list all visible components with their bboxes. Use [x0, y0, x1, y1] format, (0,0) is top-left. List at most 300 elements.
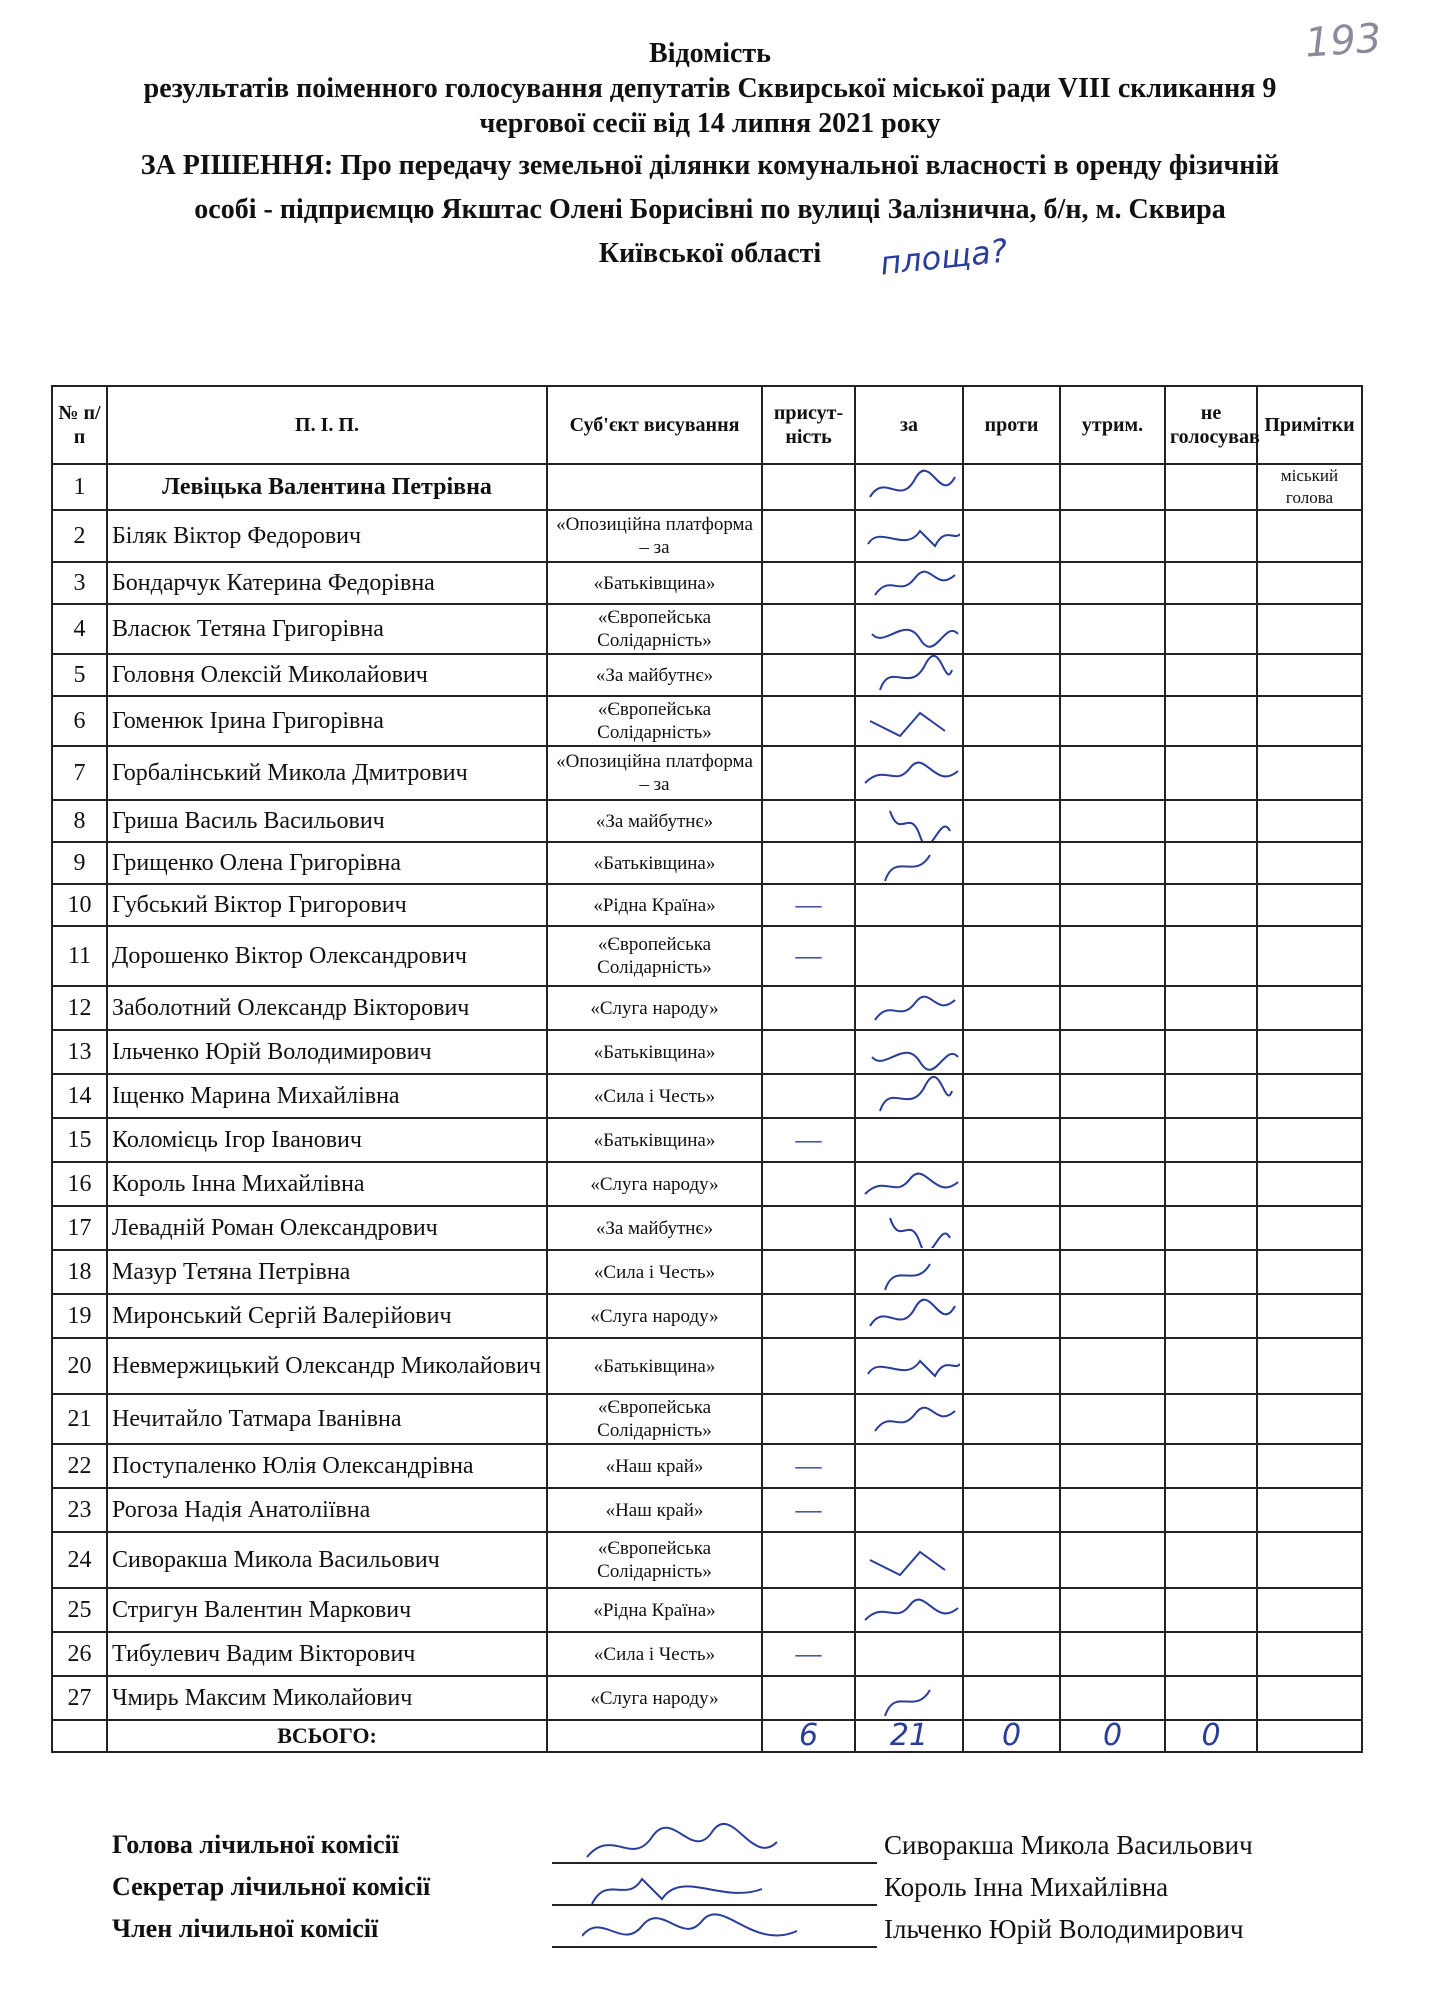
vote-for-cell [855, 1588, 963, 1632]
vote-for-cell [855, 1632, 963, 1676]
party-cell: «Опозиційна платформа – за [547, 746, 762, 800]
vote-against-cell [963, 1118, 1060, 1162]
vote-against-cell [963, 1676, 1060, 1720]
signature-image [582, 1906, 802, 1961]
note-cell [1257, 1030, 1362, 1074]
table-row [52, 1588, 1362, 1632]
vote-for-cell [855, 1676, 963, 1720]
table-row [52, 604, 1362, 654]
deputy-name: Заболотний Олександр Вікторович [107, 986, 547, 1030]
party-cell: «Європейська Солідарність» [547, 1532, 762, 1588]
vote-for-cell [855, 1074, 963, 1118]
table-row [52, 464, 1362, 510]
signature-image [860, 1346, 960, 1386]
vote-not-voted-cell [1165, 1588, 1257, 1632]
deputy-name: Головня Олексій Миколайович [107, 654, 547, 696]
party-cell: «Наш край» [547, 1488, 762, 1532]
note-cell [1257, 1074, 1362, 1118]
note-cell [1257, 1488, 1362, 1532]
vote-against-cell [963, 986, 1060, 1030]
signature-image [860, 1164, 960, 1204]
vote-for-cell [855, 1532, 963, 1588]
vote-against-cell [963, 1074, 1060, 1118]
totals-row [52, 1720, 1362, 1752]
present-cell: — [762, 1118, 855, 1162]
party-cell [547, 464, 762, 510]
table-row [52, 1676, 1362, 1720]
totals-num-cell [52, 1720, 107, 1752]
signature-image [860, 701, 960, 741]
vote-for-cell [855, 1294, 963, 1338]
present-cell [762, 1532, 855, 1588]
vote-against-cell [963, 464, 1060, 510]
present-cell: — [762, 884, 855, 926]
vote-not-voted-cell [1165, 1676, 1257, 1720]
totals-notes-cell [1257, 1720, 1362, 1752]
col-header-notes: Примітки [1257, 386, 1362, 464]
present-cell: — [762, 1488, 855, 1532]
present-cell [762, 1394, 855, 1444]
note-cell [1257, 1118, 1362, 1162]
vote-not-voted-cell [1165, 1394, 1257, 1444]
present-cell [762, 1030, 855, 1074]
vote-not-voted-cell [1165, 1632, 1257, 1676]
vote-not-voted-cell [1165, 884, 1257, 926]
vote-abstain-cell [1060, 884, 1165, 926]
table-row [52, 1074, 1362, 1118]
note-cell [1257, 510, 1362, 562]
vote-abstain-cell [1060, 464, 1165, 510]
handwritten-note: площа? [878, 231, 1010, 283]
vote-not-voted-cell [1165, 654, 1257, 696]
signature-image [860, 801, 960, 841]
vote-against-cell [963, 1632, 1060, 1676]
note-cell [1257, 1444, 1362, 1488]
vote-for-cell [855, 510, 963, 562]
vote-abstain-cell [1060, 1588, 1165, 1632]
present-cell [762, 562, 855, 604]
party-cell: «Європейська Солідарність» [547, 696, 762, 746]
vote-against-cell [963, 746, 1060, 800]
document-subtitle-line2: чергової сесії від 14 липня 2021 року [479, 108, 941, 139]
vote-abstain-cell [1060, 1488, 1165, 1532]
row-number: 7 [52, 746, 107, 800]
party-cell: «Слуга народу» [547, 1294, 762, 1338]
party-cell: «За майбутнє» [547, 654, 762, 696]
table-row [52, 1206, 1362, 1250]
note-cell: міський голова [1257, 464, 1362, 510]
vote-abstain-cell [1060, 1030, 1165, 1074]
vote-abstain-cell [1060, 1338, 1165, 1394]
note-cell [1257, 696, 1362, 746]
vote-against-cell [963, 1250, 1060, 1294]
table-row [52, 926, 1362, 986]
deputy-name: Бондарчук Катерина Федорівна [107, 562, 547, 604]
table-row [52, 1394, 1362, 1444]
row-number: 16 [52, 1162, 107, 1206]
vote-for-cell [855, 926, 963, 986]
table-row [52, 986, 1362, 1030]
party-cell: «Батьківщина» [547, 1030, 762, 1074]
vote-for-cell [855, 1488, 963, 1532]
vote-not-voted-cell [1165, 1444, 1257, 1488]
table-row [52, 510, 1362, 562]
vote-for-cell [855, 604, 963, 654]
row-number: 12 [52, 986, 107, 1030]
deputy-name: Невмержицький Олександр Миколайович [107, 1338, 547, 1394]
vote-abstain-cell [1060, 1250, 1165, 1294]
deputy-name: Чмирь Максим Миколайович [107, 1676, 547, 1720]
table-row [52, 1532, 1362, 1588]
vote-against-cell [963, 1488, 1060, 1532]
present-cell [762, 510, 855, 562]
vote-abstain-cell [1060, 510, 1165, 562]
vote-against-cell [963, 884, 1060, 926]
vote-against-cell [963, 562, 1060, 604]
vote-abstain-cell [1060, 1632, 1165, 1676]
row-number: 18 [52, 1250, 107, 1294]
deputy-name: Тибулевич Вадим Вікторович [107, 1632, 547, 1676]
note-cell [1257, 654, 1362, 696]
party-cell: «Європейська Солідарність» [547, 1394, 762, 1444]
vote-against-cell [963, 604, 1060, 654]
vote-against-cell [963, 1444, 1060, 1488]
note-cell [1257, 1250, 1362, 1294]
row-number: 9 [52, 842, 107, 884]
deputy-name: Миронський Сергій Валерійович [107, 1294, 547, 1338]
row-number: 17 [52, 1206, 107, 1250]
vote-for-cell [855, 746, 963, 800]
vote-abstain-cell [1060, 842, 1165, 884]
note-cell [1257, 926, 1362, 986]
present-cell [762, 746, 855, 800]
signature-image [860, 1540, 960, 1580]
note-cell [1257, 800, 1362, 842]
present-cell [762, 842, 855, 884]
vote-for-cell [855, 1444, 963, 1488]
row-number: 6 [52, 696, 107, 746]
vote-abstain-cell [1060, 746, 1165, 800]
deputy-name: Грищенко Олена Григорівна [107, 842, 547, 884]
decision-line1: ЗА РІШЕННЯ: Про передачу земельної ділянки комунальної власності в оренду фізичній [140, 150, 1280, 181]
vote-abstain-cell [1060, 696, 1165, 746]
row-number: 10 [52, 884, 107, 926]
signature-image [860, 655, 960, 695]
counting-commission [112, 1830, 1362, 1956]
deputy-name: Поступаленко Юлія Олександрівна [107, 1444, 547, 1488]
total-against: 0 [963, 1720, 1060, 1752]
row-number: 13 [52, 1030, 107, 1074]
table-row [52, 884, 1362, 926]
party-cell: «Опозиційна платформа – за [547, 510, 762, 562]
vote-abstain-cell [1060, 1162, 1165, 1206]
signature-image [860, 609, 960, 649]
commission-role: Член лічильної комісії [112, 1914, 379, 1943]
vote-against-cell [963, 926, 1060, 986]
table-row [52, 746, 1362, 800]
vote-for-cell [855, 1394, 963, 1444]
vote-for-cell [855, 562, 963, 604]
present-cell [762, 1676, 855, 1720]
deputy-name: Біляк Віктор Федорович [107, 510, 547, 562]
row-number: 5 [52, 654, 107, 696]
vote-abstain-cell [1060, 1074, 1165, 1118]
vote-against-cell [963, 842, 1060, 884]
party-cell: «Рідна Країна» [547, 884, 762, 926]
vote-not-voted-cell [1165, 842, 1257, 884]
note-cell [1257, 842, 1362, 884]
decision-line2: особі - підприємцю Якштас Олені Борисівні по вулиці Залізнична, б/н, м. Сквира [194, 194, 1226, 225]
vote-abstain-cell [1060, 1676, 1165, 1720]
table-row [52, 1294, 1362, 1338]
vote-against-cell [963, 1030, 1060, 1074]
signature-image [860, 1399, 960, 1439]
party-cell: «Сила і Честь» [547, 1074, 762, 1118]
signature-image [860, 753, 960, 793]
totals-label: ВСЬОГО: [107, 1720, 547, 1752]
row-number: 26 [52, 1632, 107, 1676]
deputy-name: Горбалінський Микола Дмитрович [107, 746, 547, 800]
vote-not-voted-cell [1165, 926, 1257, 986]
note-cell [1257, 1532, 1362, 1588]
deputy-name: Ільченко Юрій Володимирович [107, 1030, 547, 1074]
signature-image [860, 516, 960, 556]
signature-image [860, 1590, 960, 1630]
party-cell: «Батьківщина» [547, 842, 762, 884]
table-row [52, 654, 1362, 696]
voting-table [51, 385, 1363, 1753]
vote-not-voted-cell [1165, 800, 1257, 842]
present-cell [762, 1588, 855, 1632]
party-cell: «За майбутнє» [547, 1206, 762, 1250]
vote-abstain-cell [1060, 1532, 1165, 1588]
row-number: 21 [52, 1394, 107, 1444]
vote-not-voted-cell [1165, 604, 1257, 654]
party-cell: «Європейська Солідарність» [547, 926, 762, 986]
signature-image [860, 1678, 960, 1718]
vote-against-cell [963, 1394, 1060, 1444]
signature-image [860, 1252, 960, 1292]
total-abstain: 0 [1060, 1720, 1165, 1752]
commission-member-name: Ільченко Юрій Володимирович [884, 1914, 1244, 1944]
signature-image [860, 1032, 960, 1072]
table-row [52, 1338, 1362, 1394]
commission-member-name: Сиворакша Микола Васильович [884, 1830, 1253, 1860]
row-number: 22 [52, 1444, 107, 1488]
vote-abstain-cell [1060, 1444, 1165, 1488]
party-cell: «Батьківщина» [547, 562, 762, 604]
col-header-against: проти [963, 386, 1060, 464]
note-cell [1257, 986, 1362, 1030]
vote-abstain-cell [1060, 800, 1165, 842]
note-cell [1257, 1632, 1362, 1676]
vote-against-cell [963, 1588, 1060, 1632]
totals-party-cell [547, 1720, 762, 1752]
note-cell [1257, 562, 1362, 604]
commission-row [112, 1914, 1362, 1956]
document-title: Відомість [649, 38, 771, 69]
note-cell [1257, 1588, 1362, 1632]
party-cell: «Слуга народу» [547, 1162, 762, 1206]
present-cell [762, 696, 855, 746]
vote-not-voted-cell [1165, 1162, 1257, 1206]
signature-image [860, 1076, 960, 1116]
row-number: 3 [52, 562, 107, 604]
vote-not-voted-cell [1165, 986, 1257, 1030]
deputy-name: Нечитайло Татмара Іванівна [107, 1394, 547, 1444]
vote-against-cell [963, 1294, 1060, 1338]
vote-abstain-cell [1060, 1206, 1165, 1250]
deputy-name: Рогоза Надія Анатоліївна [107, 1488, 547, 1532]
note-cell [1257, 604, 1362, 654]
table-row [52, 1488, 1362, 1532]
table-row [52, 1162, 1362, 1206]
deputy-name: Губський Віктор Григорович [107, 884, 547, 926]
table-row [52, 1444, 1362, 1488]
row-number: 27 [52, 1676, 107, 1720]
row-number: 25 [52, 1588, 107, 1632]
vote-not-voted-cell [1165, 1206, 1257, 1250]
signature-image [860, 467, 960, 507]
note-cell [1257, 1162, 1362, 1206]
vote-against-cell [963, 1162, 1060, 1206]
decision-line3: Київської області [598, 238, 822, 269]
table-row [52, 1632, 1362, 1676]
party-cell: «Рідна Країна» [547, 1588, 762, 1632]
table-row [52, 696, 1362, 746]
deputy-name: Сиворакша Микола Васильович [107, 1532, 547, 1588]
party-cell: «Батьківщина» [547, 1338, 762, 1394]
vote-against-cell [963, 510, 1060, 562]
table-row [52, 842, 1362, 884]
total-not-voted: 0 [1165, 1720, 1257, 1752]
deputy-name: Мазур Тетяна Петрівна [107, 1250, 547, 1294]
document-header [30, 36, 1390, 273]
present-cell [762, 464, 855, 510]
vote-not-voted-cell [1165, 1118, 1257, 1162]
present-cell: — [762, 926, 855, 986]
vote-abstain-cell [1060, 654, 1165, 696]
party-cell: «Сила і Честь» [547, 1250, 762, 1294]
table-row [52, 800, 1362, 842]
total-for: 21 [855, 1720, 963, 1752]
party-cell: «Батьківщина» [547, 1118, 762, 1162]
deputy-name: Гриша Василь Васильович [107, 800, 547, 842]
party-cell: «Сила і Честь» [547, 1632, 762, 1676]
note-cell [1257, 746, 1362, 800]
vote-not-voted-cell [1165, 1532, 1257, 1588]
present-cell [762, 1294, 855, 1338]
vote-for-cell [855, 696, 963, 746]
row-number: 4 [52, 604, 107, 654]
present-cell [762, 986, 855, 1030]
row-number: 8 [52, 800, 107, 842]
deputy-name: Дорошенко Віктор Олександрович [107, 926, 547, 986]
vote-for-cell [855, 842, 963, 884]
vote-for-cell [855, 986, 963, 1030]
note-cell [1257, 1206, 1362, 1250]
signature-image [860, 563, 960, 603]
note-cell [1257, 1294, 1362, 1338]
total-present: 6 [762, 1720, 855, 1752]
col-header-abstain: утрим. [1060, 386, 1165, 464]
vote-for-cell [855, 1118, 963, 1162]
note-cell [1257, 1676, 1362, 1720]
vote-for-cell [855, 464, 963, 510]
vote-not-voted-cell [1165, 1030, 1257, 1074]
col-header-not-voted: не голосував [1165, 386, 1257, 464]
note-cell [1257, 1338, 1362, 1394]
party-cell: «Слуга народу» [547, 1676, 762, 1720]
party-cell: «Наш край» [547, 1444, 762, 1488]
signature-line [552, 1946, 877, 1948]
present-cell [762, 1338, 855, 1394]
col-header-name: П. І. П. [107, 386, 547, 464]
row-number: 23 [52, 1488, 107, 1532]
present-cell [762, 1206, 855, 1250]
vote-not-voted-cell [1165, 1294, 1257, 1338]
table-row [52, 1250, 1362, 1294]
vote-for-cell [855, 1162, 963, 1206]
signature-image [860, 1208, 960, 1248]
present-cell [762, 1162, 855, 1206]
deputy-name: Гоменюк Ірина Григорівна [107, 696, 547, 746]
table-header-row [52, 386, 1362, 464]
vote-for-cell [855, 1338, 963, 1394]
table-row [52, 1118, 1362, 1162]
vote-for-cell [855, 654, 963, 696]
vote-abstain-cell [1060, 1294, 1165, 1338]
present-cell [762, 654, 855, 696]
row-number: 20 [52, 1338, 107, 1394]
vote-not-voted-cell [1165, 1338, 1257, 1394]
present-cell: — [762, 1444, 855, 1488]
table-row [52, 562, 1362, 604]
vote-for-cell [855, 1030, 963, 1074]
party-cell: «Слуга народу» [547, 986, 762, 1030]
party-cell: «Європейська Солідарність» [547, 604, 762, 654]
deputy-name: Левадній Роман Олександрович [107, 1206, 547, 1250]
vote-abstain-cell [1060, 604, 1165, 654]
deputy-name: Король Інна Михайлівна [107, 1162, 547, 1206]
col-header-party: Суб'єкт висування [547, 386, 762, 464]
row-number: 24 [52, 1532, 107, 1588]
col-header-present: присут-ність [762, 386, 855, 464]
present-cell [762, 604, 855, 654]
vote-abstain-cell [1060, 562, 1165, 604]
vote-for-cell [855, 1250, 963, 1294]
vote-not-voted-cell [1165, 562, 1257, 604]
signature-image [860, 1296, 960, 1336]
page-number: 193 [1303, 15, 1383, 67]
vote-against-cell [963, 800, 1060, 842]
vote-not-voted-cell [1165, 1250, 1257, 1294]
signature-image [860, 843, 960, 883]
vote-against-cell [963, 1338, 1060, 1394]
vote-abstain-cell [1060, 926, 1165, 986]
commission-role: Голова лічильної комісії [112, 1830, 399, 1859]
table-row [52, 1030, 1362, 1074]
deputy-name: Коломієць Ігор Іванович [107, 1118, 547, 1162]
deputy-name: Власюк Тетяна Григорівна [107, 604, 547, 654]
vote-against-cell [963, 654, 1060, 696]
vote-not-voted-cell [1165, 1074, 1257, 1118]
col-header-for: за [855, 386, 963, 464]
row-number: 15 [52, 1118, 107, 1162]
present-cell [762, 800, 855, 842]
deputy-name: Левіцька Валентина Петрівна [107, 464, 547, 510]
vote-against-cell [963, 1206, 1060, 1250]
